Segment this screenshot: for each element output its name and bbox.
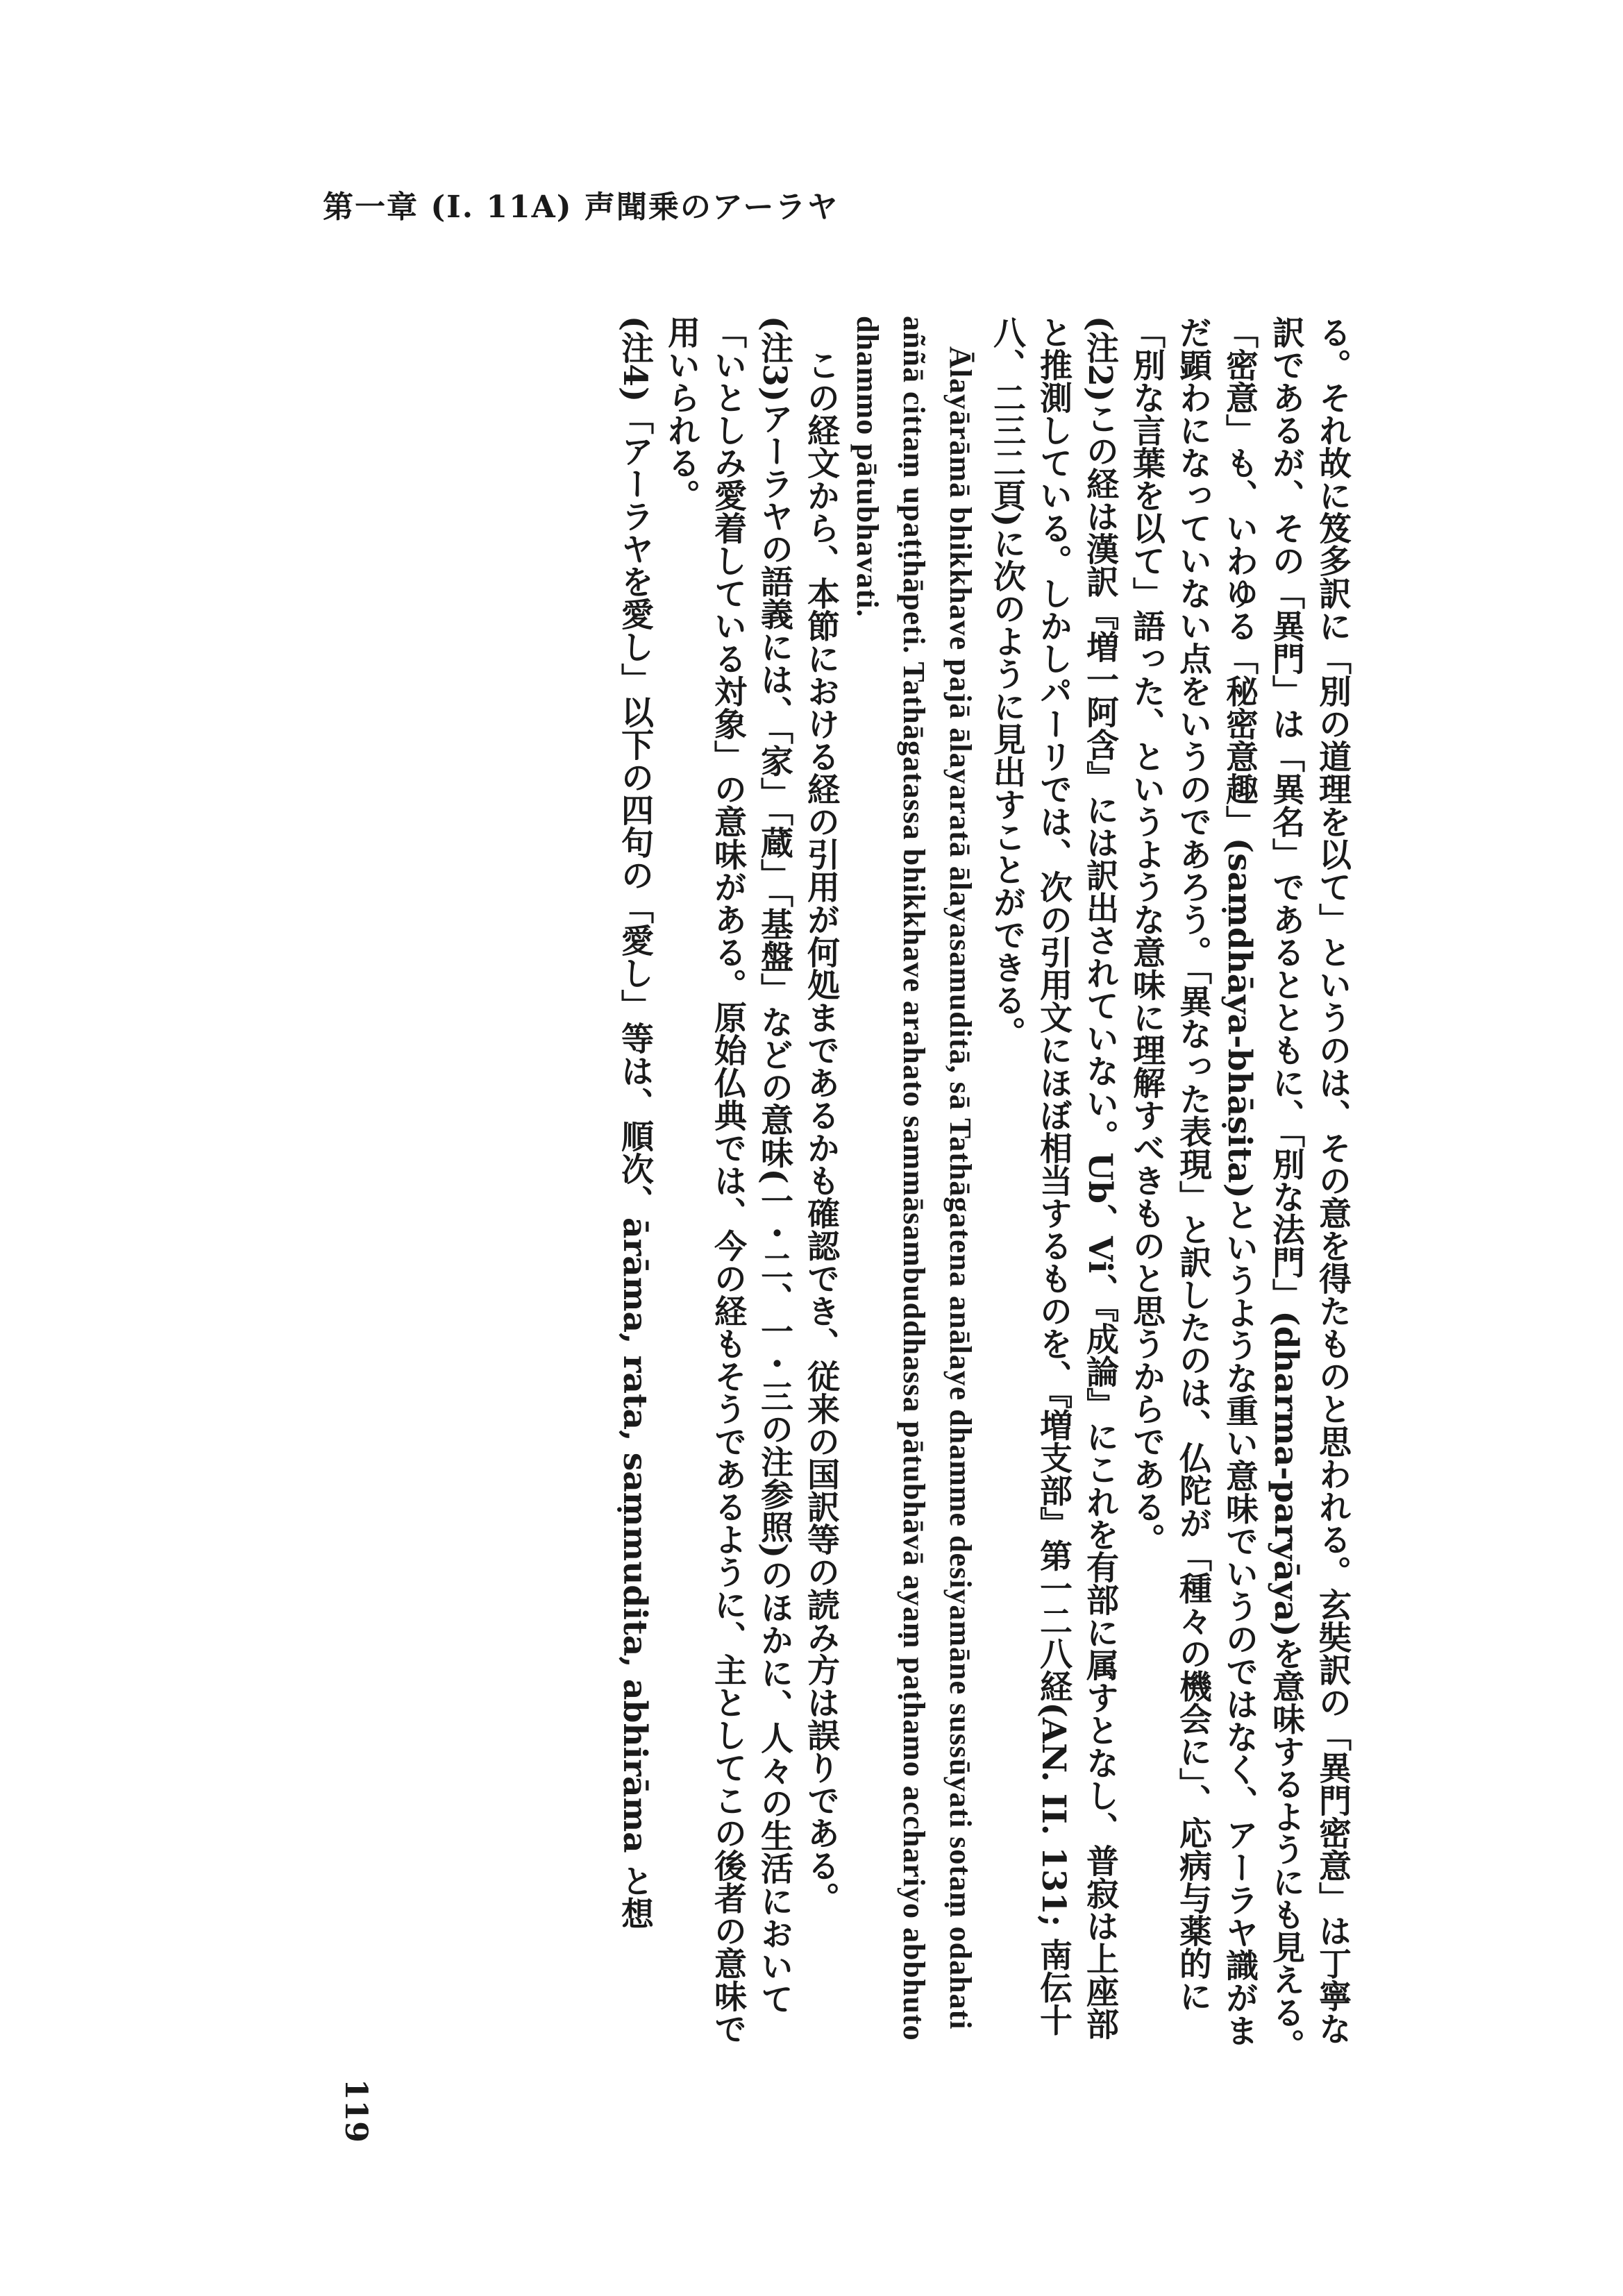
pali-quotation: Ālayārāmā bhikkhave pajā ālayaratā ālayasamuditā, sā Tathāgatena anālaye dhamme desiyamāne sussūyati sotaṃ odahati aññā cittaṃ upaṭṭhāpeti. Tathāgatassa bhikkhave arahato sammāsambuddhassa pātubhāvā ayaṃ paṭhamo acchariyo abbhuto dhammo pātubhavati.: [850, 316, 977, 2050]
running-head: 第一章 (I. 11A) 声聞乗のアーラヤ: [323, 189, 839, 225]
paragraph-note1-cont: る。それ故に笈多訳に「別の道理を以て」というのは、その意を得たものと思われる。玄奘訳の「異門密意」は丁寧な訳であるが、その「異門」は「異名」であるとともに、「別な法門」(dharma-paryāya)を意味するようにも見える。「密意」も、いわゆる「秘密意趣」(saṃdhāya-bhāṣita)というような重い意味でいうのではなく、アーラヤ識がまだ顕わになっていない点をいうのであろう。「異なった表現」と訳したのは、仏陀が「種々の機会に」、応病与薬的に「別な言葉を以て」語った、というような意味に理解すべきものと思うからである。: [1127, 316, 1352, 2061]
paragraph-note3: (注3)アーラヤの語義には、「家」「蔵」「基盤」などの意味(一・二、一・三の注参照)のほかに、人々の生活において「いとしみ愛着している対象」の意味がある。原始仏典では、今の経もそうであるように、主としてこの後者の意味で用いられる。: [662, 316, 793, 2045]
page-number: 119: [338, 2079, 373, 2143]
paragraph-note2: (注2)この経は漢訳『増一阿含』には訳出されていない。Ub、Vi、『成論』にこれを有部に属すとなし、普寂は上座部と推測している。しかしパーリでは、次の引用文にほぼ相当するものを、『増支部』第一二八経(AN. II. 131; 南伝十八、二三二頁)に次のように見出すことができる。: [988, 316, 1119, 2041]
paragraph-note4: (注4)「アーラヤを愛し」以下の四句の「愛し」等は、順次、ārāma, rata, saṃmudita, abhirāma と想: [616, 316, 654, 1930]
body-text: [245, 316, 1356, 2065]
paragraph-commentary: この経文から、本節における経の引用が何処まであるかも確認でき、従来の国訳等の読み方は誤りである。: [802, 348, 840, 1914]
